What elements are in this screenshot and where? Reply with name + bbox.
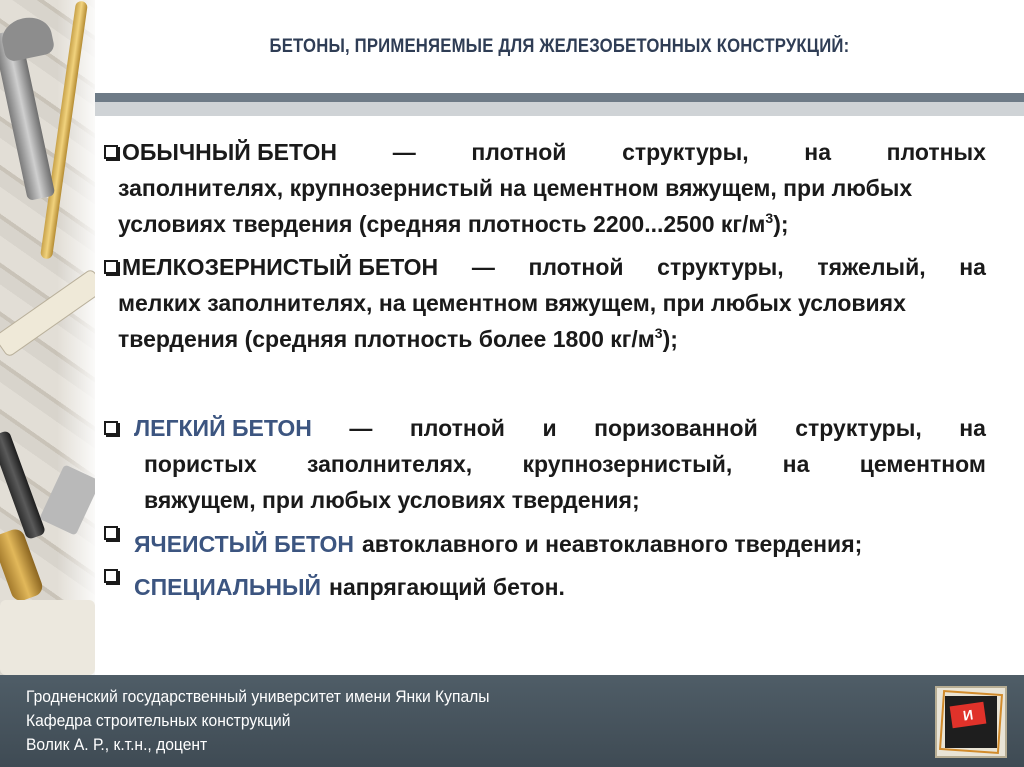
footer-department: Кафедра строительных конструкций bbox=[26, 711, 291, 730]
item-word: крупнозернистый, bbox=[522, 451, 733, 477]
item-text-part: ); bbox=[662, 326, 678, 352]
item-word: плотных bbox=[886, 139, 986, 165]
blueprint-sheet-image bbox=[0, 600, 95, 675]
item-line bbox=[104, 526, 986, 562]
list-item-special-concrete bbox=[104, 569, 986, 605]
item-term-wrap bbox=[104, 410, 312, 446]
footer-author: Волик А. Р., к.т.н., доцент bbox=[26, 735, 208, 754]
item-line bbox=[104, 134, 986, 170]
item-line bbox=[104, 206, 986, 242]
item-word: поризованной bbox=[594, 415, 758, 441]
item-term: ОБЫЧНЫЙ БЕТОН bbox=[122, 139, 337, 165]
checkbox-bullet-icon bbox=[104, 569, 118, 583]
item-line bbox=[104, 569, 986, 605]
item-word: структуры, bbox=[795, 415, 922, 441]
item-term: СПЕЦИАЛЬНЫЙ bbox=[134, 574, 322, 600]
title-divider-light bbox=[95, 102, 1024, 116]
item-word: плотной bbox=[471, 139, 567, 165]
item-word: на bbox=[959, 415, 986, 441]
item-word: плотной bbox=[528, 254, 624, 280]
item-line bbox=[104, 410, 986, 446]
wrench-head-image bbox=[0, 13, 56, 63]
item-line bbox=[104, 482, 986, 518]
logo-mark: И bbox=[950, 702, 987, 729]
slide-title: БЕТОНЫ, ПРИМЕНЯЕМЫЕ ДЛЯ ЖЕЛЕЗОБЕТОННЫХ КОНСТРУКЦИЙ: bbox=[269, 35, 850, 57]
item-word: — bbox=[471, 254, 495, 280]
list-item-lightweight-concrete bbox=[104, 410, 986, 518]
item-word: структуры, bbox=[622, 139, 749, 165]
item-text-part: ); bbox=[773, 211, 789, 237]
footer-university: Гродненский государственный университет имени Янки Купалы bbox=[26, 687, 490, 706]
item-text bbox=[118, 206, 789, 242]
item-text: мелких заполнителях, на цементном вяжущем, при любых условиях bbox=[118, 290, 906, 316]
checkbox-bullet-icon bbox=[104, 526, 118, 540]
list-item-fine-grained-concrete bbox=[104, 249, 986, 357]
item-text: автоклавного и неавтоклавного твердения; bbox=[361, 531, 863, 557]
item-word: на bbox=[804, 139, 831, 165]
item-line bbox=[104, 285, 986, 321]
university-logo bbox=[935, 686, 1007, 758]
item-term-wrap bbox=[104, 134, 337, 170]
item-word: на bbox=[782, 451, 810, 477]
screwdriver-image bbox=[0, 430, 46, 540]
item-text: напрягающий бетон. bbox=[329, 574, 565, 600]
item-word: — bbox=[392, 139, 416, 165]
item-word: — bbox=[349, 415, 373, 441]
checkbox-bullet-icon bbox=[104, 145, 118, 159]
item-line bbox=[104, 446, 986, 482]
ruler-image bbox=[0, 268, 95, 358]
item-text: заполнителях, крупнозернистый на цементном вяжущем, при любых bbox=[118, 175, 913, 201]
item-term-wrap bbox=[104, 249, 438, 285]
item-word: цементном bbox=[859, 451, 986, 477]
superscript: 3 bbox=[765, 210, 774, 226]
footer bbox=[0, 675, 1024, 767]
item-text: вяжущем, при любых условиях твердения; bbox=[144, 487, 640, 513]
title-bar bbox=[95, 0, 1024, 93]
screwdriver-handle-image bbox=[0, 527, 45, 604]
checkbox-bullet-icon bbox=[104, 421, 118, 435]
item-word: плотной bbox=[409, 415, 505, 441]
drill-bit-image bbox=[39, 464, 95, 535]
item-text-part: твердения (средняя плотность более 1800 кг/м bbox=[118, 326, 655, 352]
superscript: 3 bbox=[654, 325, 663, 341]
item-word: заполнителях, bbox=[306, 451, 473, 477]
footer-text bbox=[26, 685, 490, 757]
decorative-tools-photo bbox=[0, 0, 95, 675]
item-line bbox=[104, 170, 986, 206]
item-term: МЕЛКОЗЕРНИСТЫЙ БЕТОН bbox=[122, 254, 439, 280]
item-word: на bbox=[959, 254, 986, 280]
checkbox-bullet-icon bbox=[104, 260, 118, 274]
item-term: ЛЕГКИЙ БЕТОН bbox=[134, 415, 312, 441]
list-item-cellular-concrete bbox=[104, 526, 986, 562]
item-word: и bbox=[542, 415, 557, 441]
item-word: структуры, bbox=[657, 254, 784, 280]
item-text bbox=[118, 321, 678, 357]
item-line bbox=[104, 321, 986, 357]
list-item-ordinary-concrete bbox=[104, 134, 986, 242]
item-term: ЯЧЕИСТЫЙ БЕТОН bbox=[134, 531, 354, 557]
title-divider-dark bbox=[95, 93, 1024, 102]
item-line bbox=[104, 249, 986, 285]
item-text-part: условиях твердения (средняя плотность 2200...2500 кг/м bbox=[118, 211, 766, 237]
item-word: тяжелый, bbox=[817, 254, 926, 280]
item-word: пористых bbox=[144, 451, 257, 477]
